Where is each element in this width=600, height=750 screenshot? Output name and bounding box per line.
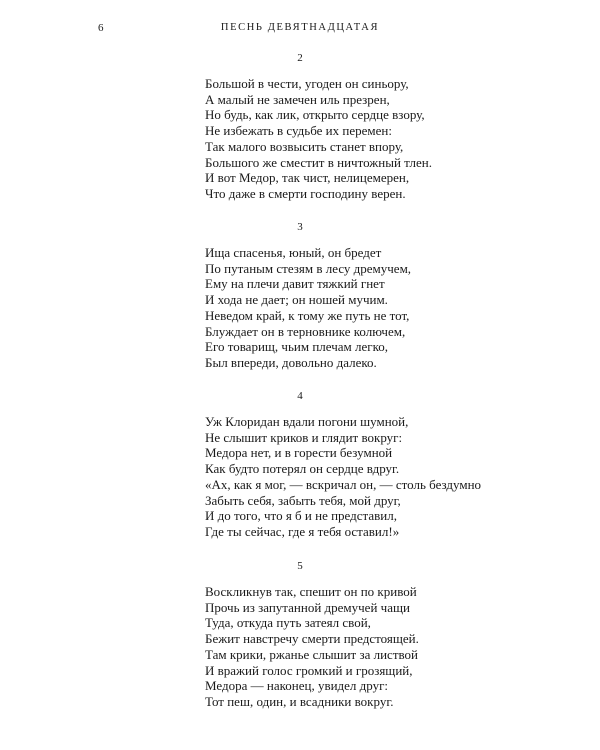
stanza-number: 3 xyxy=(297,221,303,233)
verse-line: Тот пеш, один, и всадники вокруг. xyxy=(205,693,394,709)
verse-line: И вот Медор, так чист, нелицемерен, xyxy=(205,170,410,186)
stanza-lines xyxy=(205,245,411,371)
running-title: ПЕСНЬ ДЕВЯТНАДЦАТАЯ xyxy=(220,22,380,33)
verse-line: Неведом край, к тому же путь не тот, xyxy=(205,307,410,323)
verse-line: Не слышит криков и глядит вокруг: xyxy=(205,429,403,445)
verse-line: «Ах, как я мог, — вскричал он, — столь бездумно xyxy=(205,476,482,492)
verse-line: Воскликнув так, спешит он по кривой xyxy=(205,584,417,599)
verse-line: Не избежать в судьбе их перемен: xyxy=(205,123,392,139)
verse-line: И хода не дает; он ношей мучим. xyxy=(205,292,388,308)
verse-line: Был впереди, довольно далеко. xyxy=(205,354,377,370)
verse-line: Забыть себя, забыть тебя, мой друг, xyxy=(205,492,401,508)
verse-line: Ища спасенья, юный, он бредет xyxy=(205,245,382,260)
verse-line: И вражий голос громкий и грозящий, xyxy=(205,662,413,678)
verse-line: Большой в чести, угоден он синьору, xyxy=(205,76,409,91)
verse-line: Медора нет, и в горести безумной xyxy=(205,445,393,461)
stanza-number: 4 xyxy=(297,390,303,402)
verse-line: Ему на плечи давит тяжкий гнет xyxy=(205,276,385,292)
verse-line: Но будь, как лик, открыто сердце взору, xyxy=(205,107,425,123)
verse-line: Как будто потерял он сердце вдруг. xyxy=(205,461,400,477)
verse-line: А малый не замечен иль презрен, xyxy=(205,91,390,107)
verse-line: Прочь из запутанной дремучей чащи xyxy=(205,599,410,615)
verse-line: Бежит навстречу смерти предстоящей. xyxy=(205,631,419,647)
stanza-lines xyxy=(205,414,481,540)
stanza-lines xyxy=(205,76,432,202)
verse-line: Где ты сейчас, где я тебя оставил!» xyxy=(205,523,400,539)
verse-line: По путаным стезям в лесу дремучем, xyxy=(205,260,412,276)
verse-line: Так малого возвысить станет впору, xyxy=(205,138,404,154)
stanza-number: 5 xyxy=(297,560,303,572)
verse-line: Медора — наконец, увидел друг: xyxy=(205,678,389,694)
verse-line: Туда, откуда путь затеял свой, xyxy=(205,615,371,631)
verse-line: Там крики, ржанье слышит за листвой xyxy=(205,646,419,662)
page-number: 6 xyxy=(98,22,104,34)
stanza-number: 2 xyxy=(297,52,303,64)
stanza-lines xyxy=(205,584,419,710)
verse-line: Блуждает он в терновнике колючем, xyxy=(205,323,406,339)
verse-line: Уж Клоридан вдали погони шумной, xyxy=(205,414,409,429)
verse-line: И до того, что я б и не представил, xyxy=(205,508,397,524)
verse-line: Его товарищ, чьим плечам легко, xyxy=(205,339,388,355)
verse-line: Что даже в смерти господину верен. xyxy=(205,185,406,201)
verse-line: Большого же сместит в ничтожный тлен. xyxy=(205,154,432,170)
